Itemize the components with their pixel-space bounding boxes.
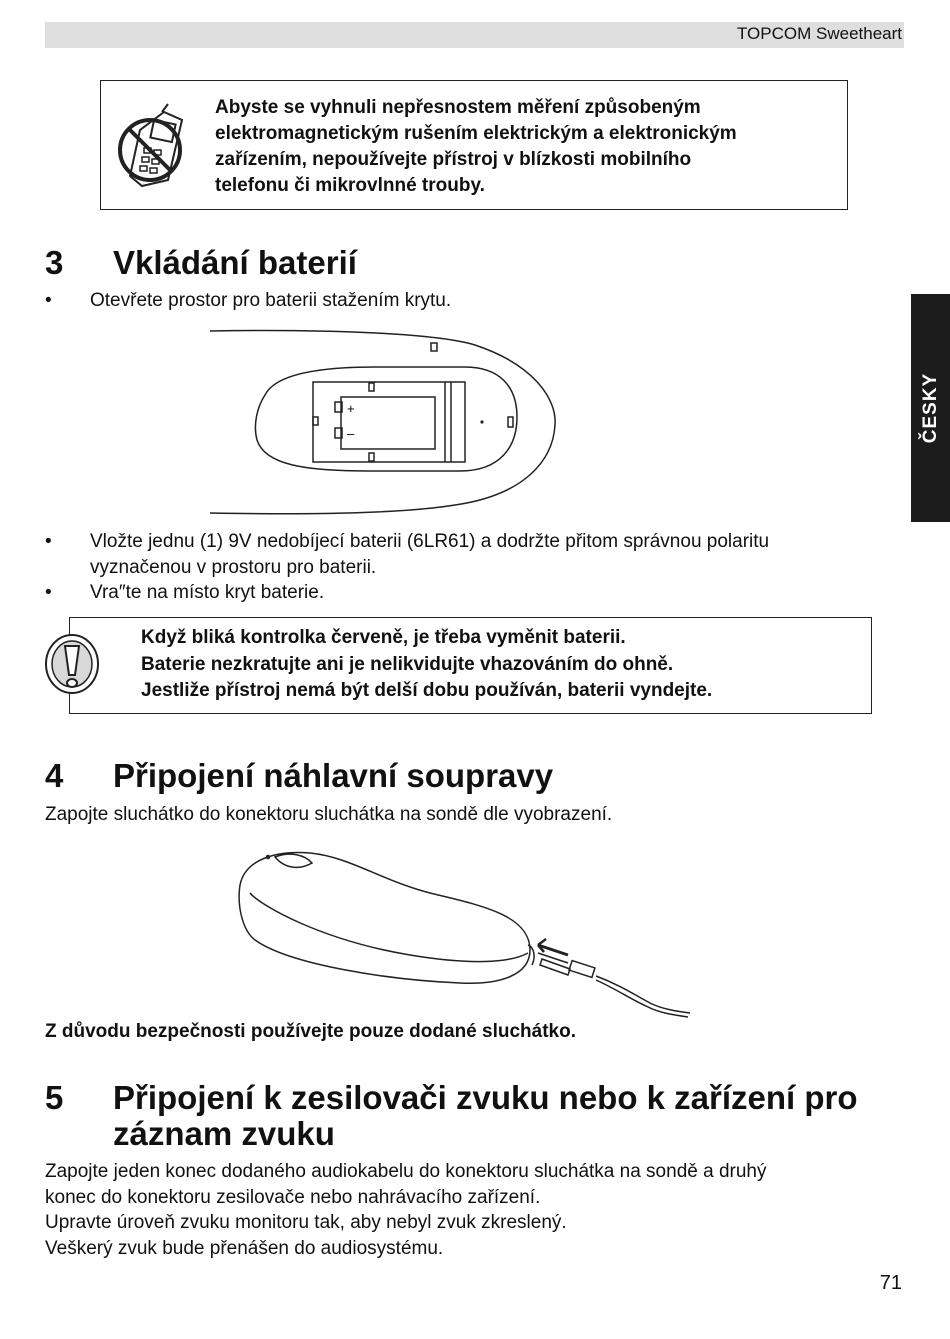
warning-text	[215, 95, 835, 199]
battery-compartment-illustration	[205, 325, 565, 520]
list-item	[45, 580, 905, 606]
section-4-heading	[45, 758, 905, 798]
section-5-text	[45, 1159, 905, 1261]
caution-line: Jestliže přístroj nemá být delší dobu používán, baterii vyndejte.	[141, 680, 713, 701]
section-4-text: Zapojte sluchátko do konektoru sluchátka na sondě dle vyobrazení.	[45, 804, 613, 825]
exclamation-icon	[44, 632, 100, 696]
section-4-note: Z důvodu bezpečnosti používejte pouze dodané sluchátko.	[45, 1021, 576, 1042]
bullet: •	[45, 290, 52, 311]
list-item-line: Vložte jednu (1) 9V nedobíjecí baterii (6LR61) a dodržte přitom správnou polaritu	[90, 531, 770, 552]
list-item-text: Otevřete prostor pro baterii stažením krytu.	[90, 290, 452, 311]
section-title-line: Připojení k zesilovači zvuku nebo k zařízení pro	[113, 1079, 858, 1116]
paragraph-line: Veškerý zvuk bude přenášen do audiosystému.	[45, 1237, 444, 1259]
warning-line: elektromagnetickým rušením elektrickým a elektronickým	[215, 123, 737, 144]
paragraph-line: konec do konektoru zesilovače nebo nahrávacího zařízení.	[45, 1186, 541, 1208]
section-title-line: záznam zvuku	[113, 1115, 335, 1152]
warning-line: Abyste se vyhnuli nepřesnostem měření způsobeným	[215, 97, 701, 118]
language-side-tab	[911, 294, 950, 522]
paragraph-line: Upravte úroveň zvuku monitoru tak, aby nebyl zvuk zkreslený.	[45, 1212, 567, 1233]
section-number: 3	[45, 244, 64, 281]
section-title: Připojení náhlavní soupravy	[113, 757, 554, 794]
caution-line: Baterie nezkratujte ani je nelikvidujte vhazováním do ohně.	[141, 653, 674, 675]
section-number: 4	[45, 757, 64, 794]
page-number: 71	[879, 1272, 902, 1294]
no-mobile-phone-icon	[112, 100, 198, 192]
minus-sign: –	[347, 426, 355, 441]
list-item	[45, 288, 905, 314]
bullet: •	[45, 531, 52, 552]
section-number: 5	[45, 1079, 64, 1116]
list-item-line: vyznačenou v prostoru pro baterii.	[90, 556, 377, 578]
side-tab-label: ČESKY	[919, 372, 941, 444]
list-item-text	[90, 529, 890, 580]
section-title	[113, 1080, 913, 1152]
probe-headphone-illustration	[230, 845, 700, 1020]
warning-line: telefonu či mikrovlnné trouby.	[215, 175, 485, 196]
section-title: Vkládání baterií	[113, 244, 357, 281]
section-3-heading	[45, 245, 905, 285]
paragraph-line: Zapojte jeden konec dodaného audiokabelu do konektoru sluchátka na sondě a druhý	[45, 1161, 767, 1182]
plus-sign: +	[347, 401, 355, 416]
bullet: •	[45, 582, 52, 603]
caution-text	[141, 625, 861, 705]
section-5-heading	[45, 1080, 905, 1156]
header-title: TOPCOM Sweetheart	[736, 24, 902, 43]
caution-line: Když bliká kontrolka červeně, je třeba vyměnit baterii.	[141, 627, 626, 648]
list-item-text: Vra″te na místo kryt baterie.	[90, 582, 325, 603]
list-item	[45, 529, 905, 581]
warning-line: zařízením, nepoužívejte přístroj v blízkosti mobilního	[215, 149, 692, 170]
